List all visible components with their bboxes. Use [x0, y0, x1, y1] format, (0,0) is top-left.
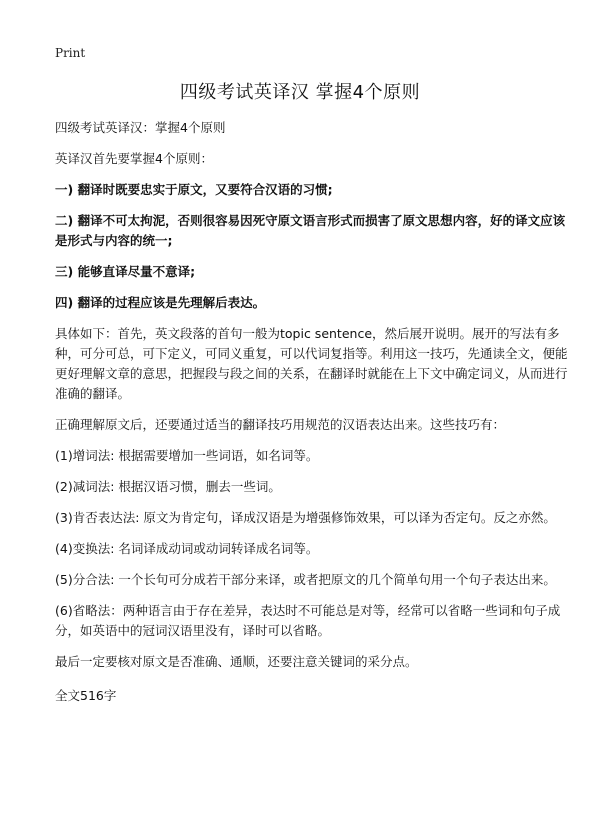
intro-paragraph: 英译汉首先要掌握4个原则：: [55, 151, 213, 166]
technique-6: (6)省略法：两种语言由于存在差异，表达时不可能总是对等，经常可以省略一些词和句子成分，如英语中的冠词汉语里没有，译时可以省略。: [55, 603, 561, 638]
detail-paragraph: 具体如下：首先，英文段落的首句一般为topic sentence，然后展开说明。展开的写法有多种，可分可总，可下定义，可同义重复，可以代词复指等。利用这一技巧，先通读全文，便能更好理解文章的意思，把握段与段之间的关系，在翻译时就能在上下文中确定词义，从而进行准确的翻译。: [55, 326, 568, 401]
print-link[interactable]: Print: [55, 46, 86, 60]
technique-1: (1)增词法: 根据需要增加一些词语，如名词等。: [55, 448, 319, 463]
article-body: [55, 118, 575, 717]
closing-paragraph: 最后一定要核对原文是否准确、通顺，还要注意关键词的采分点。: [55, 654, 418, 669]
technique-5: (5)分合法: 一个长句可分成若干部分来译，或者把原文的几个简单句用一个句子表达出来。: [55, 572, 556, 587]
techniques-intro: 正确理解原文后，还要通过适当的翻译技巧用规范的汉语表达出来。这些技巧有：: [55, 417, 506, 432]
technique-2: (2)减词法: 根据汉语习惯，删去一些词。: [55, 479, 281, 494]
technique-4: (4)变换法: 名词译成动词或动词转译成名词等。: [55, 541, 319, 556]
principle-3: 三) 能够直译尽量不意译;: [55, 264, 196, 279]
technique-3: (3)肯否表达法: 原文为肯定句，译成汉语是为增强修饰效果，可以译为否定句。反之亦然。: [55, 510, 556, 525]
article-subtitle: 四级考试英译汉：掌握4个原则: [55, 120, 226, 135]
page-title: 四级考试英译汉 掌握4个原则: [179, 82, 421, 103]
principle-1: 一) 翻译时既要忠实于原文，又要符合汉语的习惯;: [55, 182, 333, 197]
principle-2: 二) 翻译不可太拘泥，否则很容易因死守原文语言形式而损害了原文思想内容，好的译文应该是形式与内容的统一;: [55, 213, 566, 248]
principle-4: 四) 翻译的过程应该是先理解后表达。: [55, 295, 266, 310]
word-count: 全文516字: [55, 688, 117, 703]
